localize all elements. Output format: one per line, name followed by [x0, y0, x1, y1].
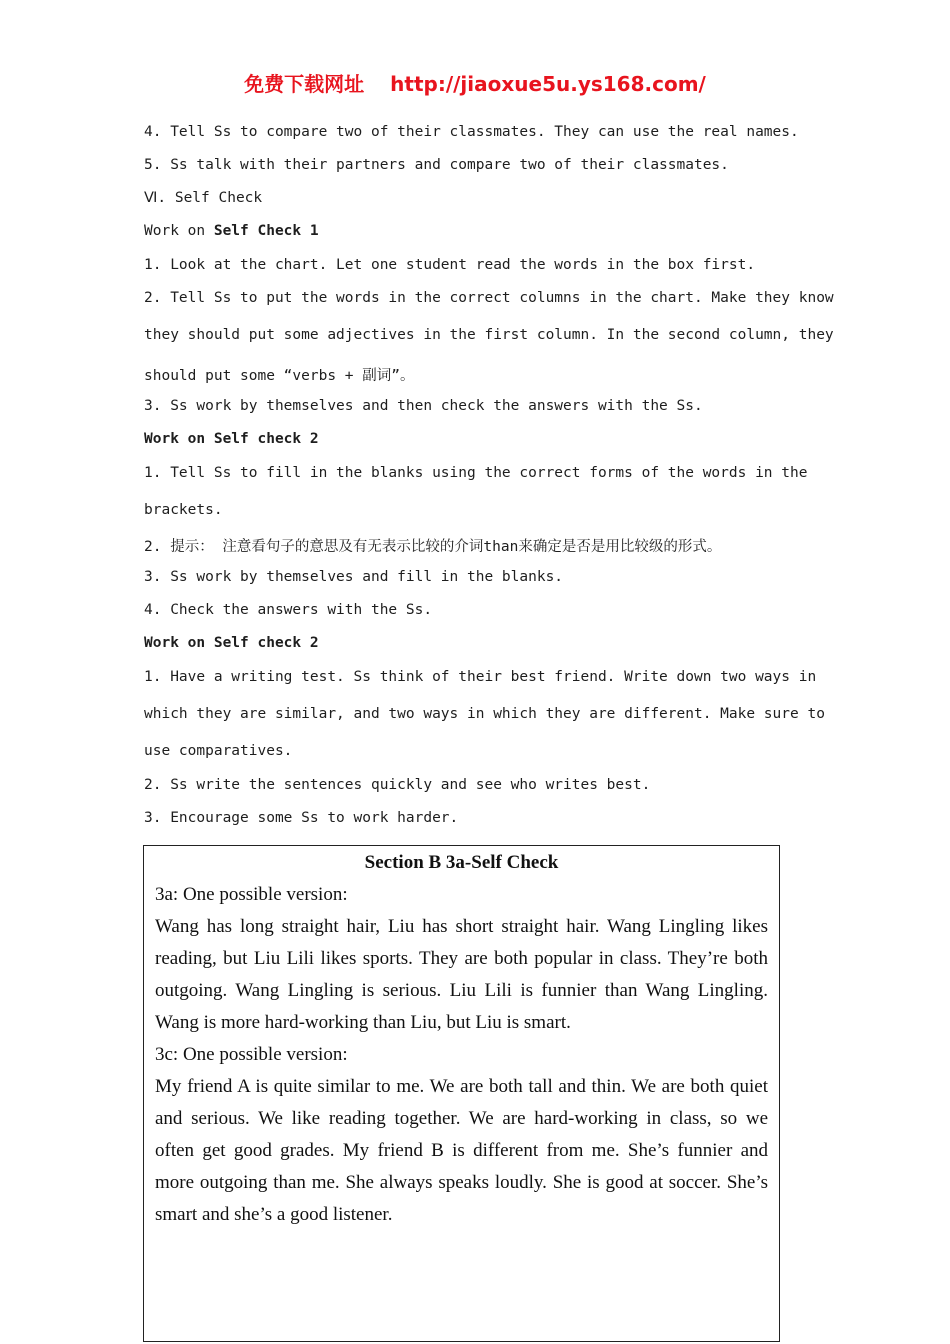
answer-text-line: Wang is more hard-working than Liu, but Liu is smart.: [155, 1012, 571, 1033]
step-line: 2. Ss write the sentences quickly and see who writes best.: [144, 777, 651, 793]
section-heading-self-check: Ⅵ. Self Check: [144, 190, 263, 206]
step-line: 5. Ss talk with their partners and compare two of their classmates.: [144, 157, 729, 173]
answer-box-title: Section B 3a-Self Check: [364, 852, 559, 873]
download-header: [0, 68, 950, 97]
answer-text-line: reading, but Liu Lili likes sports. They are both popular in class. They’re both: [155, 948, 768, 969]
work-on-heading-2: Work on Self check 2: [144, 431, 319, 447]
answer-text-line: smart and she’s a good listener.: [155, 1204, 393, 1225]
step-line-continued: they should put some adjectives in the first column. In the second column, they: [144, 327, 834, 343]
step-line: 3. Encourage some Ss to work harder.: [144, 810, 459, 826]
step-line: 1. Have a writing test. Ss think of their best friend. Write down two ways in: [144, 669, 817, 685]
step-line-hint: 2. 提示： 注意看句子的意思及有无表示比较的介词than来确定是否是用比较级的形式。: [144, 539, 722, 555]
answer-text-line: and serious. We like reading together. We are hard-working in class, so we: [155, 1108, 768, 1129]
answer-label-3c: 3c: One possible version:: [155, 1044, 348, 1065]
step-line: 4. Tell Ss to compare two of their classmates. They can use the real names.: [144, 124, 799, 140]
header-url-link[interactable]: http://jiaoxue5u.ys168.com/: [390, 72, 706, 96]
step-line-continued: which they are similar, and two ways in which they are different. Make sure to: [144, 706, 825, 722]
header-label: 免费下载网址: [244, 72, 365, 96]
answer-text-line: Wang has long straight hair, Liu has short straight hair. Wang Lingling likes: [155, 916, 768, 937]
answer-text-line: more outgoing than me. She always speaks loudly. She is good at soccer. She’s: [155, 1172, 768, 1193]
answer-label-3a: 3a: One possible version:: [155, 884, 348, 905]
work-on-target: Self Check 1: [213, 223, 319, 239]
step-line-continued: use comparatives.: [144, 743, 293, 759]
step-line-continued: should put some “verbs + 副词”。: [144, 368, 415, 384]
answer-text-line: My friend A is quite similar to me. We are both tall and thin. We are both quiet: [155, 1076, 768, 1097]
answer-text-line: often get good grades. My friend B is different from me. She’s funnier and: [155, 1140, 768, 1161]
answer-box: [143, 845, 780, 1342]
work-on-heading-1: [144, 223, 319, 239]
step-line: 1. Look at the chart. Let one student read the words in the box first.: [144, 257, 756, 273]
answer-text-line: outgoing. Wang Lingling is serious. Liu Lili is funnier than Wang Lingling.: [155, 980, 768, 1001]
work-on-prefix: Work on: [144, 223, 214, 239]
step-line: 3. Ss work by themselves and fill in the blanks.: [144, 569, 564, 585]
step-line: 2. Tell Ss to put the words in the correct columns in the chart. Make they know: [144, 290, 834, 306]
step-line: 1. Tell Ss to fill in the blanks using the correct forms of the words in the: [144, 465, 808, 481]
work-on-heading-3: Work on Self check 2: [144, 635, 319, 651]
step-line: 4. Check the answers with the Ss.: [144, 602, 433, 618]
step-line: 3. Ss work by themselves and then check the answers with the Ss.: [144, 398, 703, 414]
step-line-continued: brackets.: [144, 502, 223, 518]
